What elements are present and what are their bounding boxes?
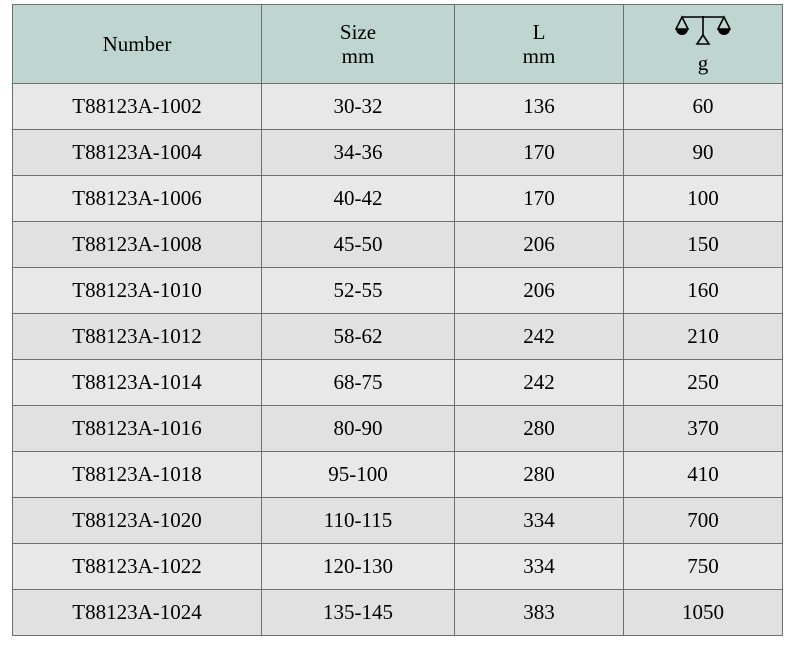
column-header-length <box>455 5 624 84</box>
cell-number: T88123A-1020 <box>13 498 262 544</box>
table-row <box>13 222 783 268</box>
cell-length: 383 <box>455 590 624 636</box>
cell-length: 280 <box>455 452 624 498</box>
cell-size: 120-130 <box>262 544 455 590</box>
cell-weight: 150 <box>624 222 783 268</box>
cell-number: T88123A-1012 <box>13 314 262 360</box>
cell-number: T88123A-1004 <box>13 130 262 176</box>
table-row <box>13 498 783 544</box>
cell-size: 135-145 <box>262 590 455 636</box>
cell-number: T88123A-1018 <box>13 452 262 498</box>
cell-weight: 750 <box>624 544 783 590</box>
cell-length: 280 <box>455 406 624 452</box>
cell-weight: 100 <box>624 176 783 222</box>
specification-table <box>12 4 783 636</box>
column-header-size-unit: mm <box>341 44 375 68</box>
table-header-row <box>13 5 783 84</box>
column-header-length-unit: mm <box>522 44 556 68</box>
column-header-size <box>262 5 455 84</box>
cell-number: T88123A-1008 <box>13 222 262 268</box>
cell-weight: 90 <box>624 130 783 176</box>
table-row <box>13 590 783 636</box>
cell-weight: 370 <box>624 406 783 452</box>
cell-length: 170 <box>455 130 624 176</box>
table-row <box>13 406 783 452</box>
cell-weight: 410 <box>624 452 783 498</box>
cell-size: 45-50 <box>262 222 455 268</box>
cell-size: 40-42 <box>262 176 455 222</box>
cell-length: 334 <box>455 498 624 544</box>
cell-length: 206 <box>455 222 624 268</box>
table-row <box>13 268 783 314</box>
cell-size: 95-100 <box>262 452 455 498</box>
cell-length: 136 <box>455 84 624 130</box>
cell-size: 80-90 <box>262 406 455 452</box>
cell-number: T88123A-1022 <box>13 544 262 590</box>
cell-number: T88123A-1002 <box>13 84 262 130</box>
table-row <box>13 314 783 360</box>
table-row <box>13 130 783 176</box>
column-header-number <box>13 5 262 84</box>
cell-weight: 700 <box>624 498 783 544</box>
cell-weight: 210 <box>624 314 783 360</box>
cell-size: 30-32 <box>262 84 455 130</box>
balance-scale-icon <box>675 13 731 50</box>
cell-size: 68-75 <box>262 360 455 406</box>
table-header <box>13 5 783 84</box>
cell-size: 52-55 <box>262 268 455 314</box>
cell-number: T88123A-1014 <box>13 360 262 406</box>
cell-size: 34-36 <box>262 130 455 176</box>
cell-number: T88123A-1016 <box>13 406 262 452</box>
table-row <box>13 544 783 590</box>
cell-weight: 60 <box>624 84 783 130</box>
cell-weight: 250 <box>624 360 783 406</box>
cell-number: T88123A-1010 <box>13 268 262 314</box>
table-row <box>13 452 783 498</box>
table-row <box>13 84 783 130</box>
cell-length: 206 <box>455 268 624 314</box>
cell-length: 242 <box>455 360 624 406</box>
cell-weight: 160 <box>624 268 783 314</box>
cell-number: T88123A-1024 <box>13 590 262 636</box>
cell-length: 170 <box>455 176 624 222</box>
cell-length: 334 <box>455 544 624 590</box>
cell-length: 242 <box>455 314 624 360</box>
cell-size: 110-115 <box>262 498 455 544</box>
column-header-weight-unit: g <box>697 51 709 75</box>
cell-weight: 1050 <box>624 590 783 636</box>
table-row <box>13 176 783 222</box>
table-row <box>13 360 783 406</box>
column-header-weight <box>624 5 783 84</box>
cell-number: T88123A-1006 <box>13 176 262 222</box>
column-header-length-label: L <box>532 19 546 44</box>
table-body <box>13 84 783 636</box>
column-header-size-label: Size <box>339 19 377 44</box>
column-header-number-label: Number <box>102 31 172 56</box>
cell-size: 58-62 <box>262 314 455 360</box>
